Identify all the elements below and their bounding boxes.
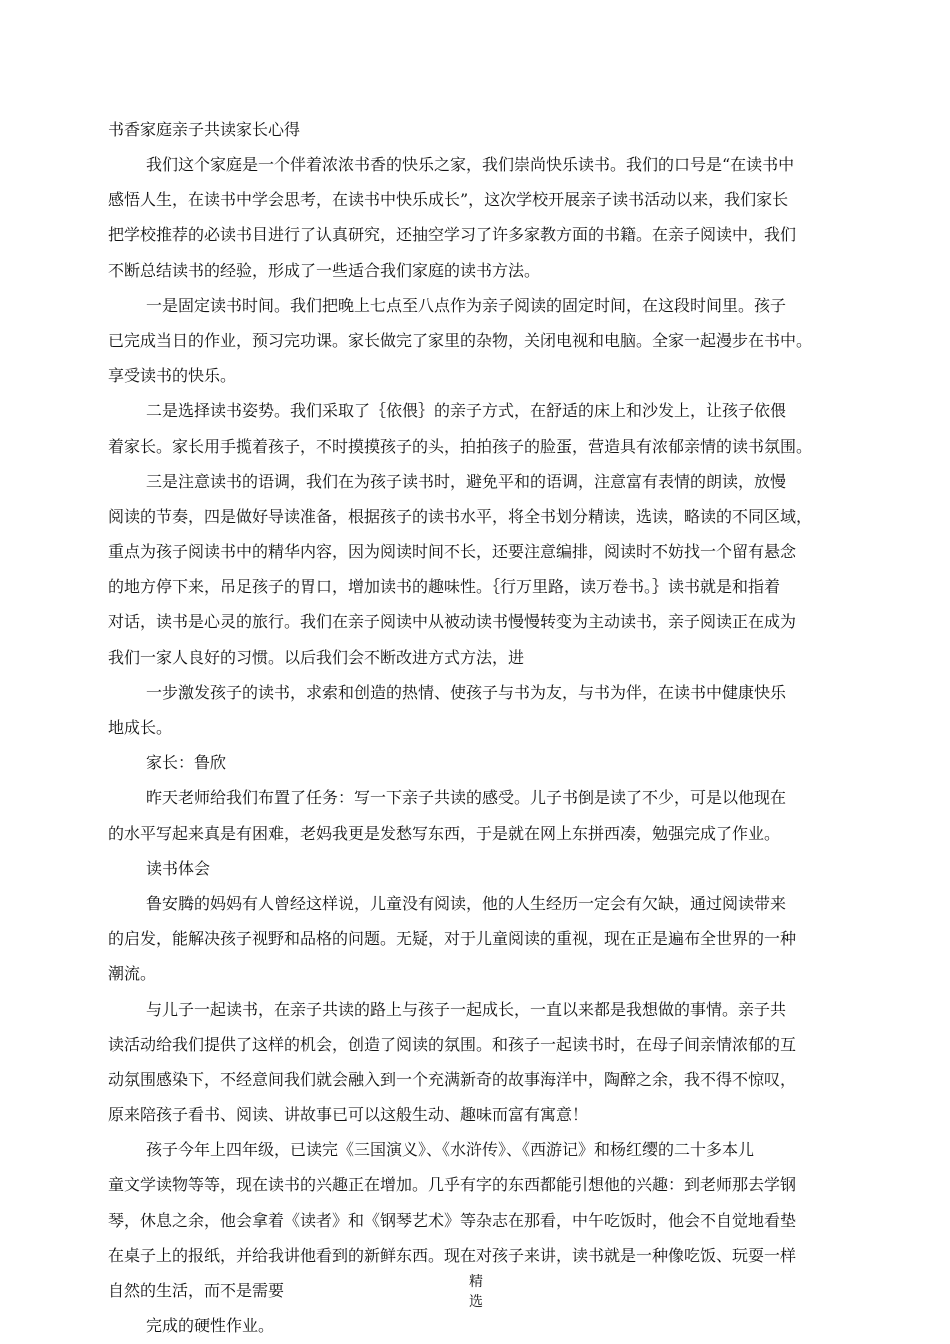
footer-char-1: 精	[469, 1274, 483, 1290]
text-line: 在桌子上的报纸，并给我讲他看到的新鲜东西。现在对孩子来讲，读书就是一种像吃饭、玩耍一样	[108, 1245, 797, 1265]
text-line: 地成长。	[108, 718, 173, 737]
text-line: 孩子今年上四年级，已读完《三国演义》、《水浒传》、《西游记》和杨红缨的二十多本儿	[146, 1140, 755, 1160]
document-title: 书香家庭亲子共读家长心得	[108, 120, 301, 139]
text-line: 已完成当日的作业，预习完功课。家长做完了家里的杂物，关闭电视和电脑。全家一起漫步在书中。	[108, 330, 813, 350]
text-line: 着家长。家长用手揽着孩子，不时摸摸孩子的头，拍拍孩子的脸蛋，营造具有浓郁亲情的读书氛围。	[108, 436, 813, 456]
text-line: 重点为孩子阅读书中的精华内容，因为阅读时间不长，还要注意编排，阅读时不妨找一个留有悬念	[108, 542, 797, 562]
text-line: 读活动给我们提供了这样的机会，创造了阅读的氛围。和孩子一起读书时，在母子间亲情浓郁的互	[108, 1034, 797, 1054]
text-line: 的地方停下来，吊足孩子的胃口，增加读书的趣味性。｛行万里路，读万卷书。｝读书就是和指着	[108, 577, 781, 597]
text-line: 琴，休息之余，他会拿着《读者》和《钢琴艺术》等杂志在那看，中午吃饭时，他会不自觉地看垫	[108, 1210, 797, 1230]
text-line: 昨天老师给我们布置了任务：写一下亲子共读的感受。儿子书倒是读了不少，可是以他现在	[146, 788, 787, 808]
text-line: 二是选择读书姿势。我们采取了｛依偎｝的亲子方式，在舒适的床上和沙发上，让孩子依偎	[146, 401, 787, 421]
text-line: 完成的硬性作业。	[146, 1316, 275, 1336]
document-body	[108, 147, 838, 1343]
text-line: 把学校推荐的必读书目进行了认真研究，还抽空学习了许多家教方面的书籍。在亲子阅读中，我们	[108, 225, 797, 245]
text-line: 阅读的节奏，四是做好导读准备，根据孩子的读书水平，将全书划分精读，选读，略读的不同区域，	[108, 506, 813, 526]
text-line: 我们一家人良好的习惯。以后我们会不断改进方式方法，进	[108, 647, 525, 667]
text-line: 一是固定读书时间。我们把晚上七点至八点作为亲子阅读的固定时间，在这段时间里。孩子	[146, 295, 787, 315]
text-line: 我们这个家庭是一个伴着浓浓书香的快乐之家，我们崇尚快乐读书。我们的口号是“在读书中	[146, 155, 795, 174]
text-line: 感悟人生，在读书中学会思考，在读书中快乐成长”，这次学校开展亲子读书活动以来，我们家长	[108, 190, 789, 210]
text-line: 享受读书的快乐。	[108, 366, 237, 386]
text-line: 对话，读书是心灵的旅行。我们在亲子阅读中从被动读书慢慢转变为主动读书，亲子阅读正在成为	[108, 612, 797, 632]
document-page	[108, 112, 838, 1343]
text-line: 家长：鲁欣	[146, 753, 227, 773]
text-line: 读书体会	[146, 858, 211, 878]
text-line: 的启发，能解决孩子视野和品格的问题。无疑，对于儿童阅读的重视，现在正是遍布全世界的一种	[108, 929, 797, 949]
page-footer	[466, 1272, 486, 1312]
text-line: 童文学读物等等，现在读书的兴趣正在增加。几乎有字的东西都能引想他的兴趣：到老师那去学钢	[108, 1175, 797, 1195]
text-line: 动氛围感染下，不经意间我们就会融入到一个充满新奇的故事海洋中，陶醉之余，我不得不惊叹，	[108, 1069, 797, 1089]
text-line: 与儿子一起读书，在亲子共读的路上与孩子一起成长，一直以来都是我想做的事情。亲子共	[146, 999, 787, 1019]
text-line: 潮流。	[108, 964, 157, 984]
text-line: 三是注意读书的语调，我们在为孩子读书时，避免平和的语调，注意富有表情的朗读，放慢	[146, 471, 787, 491]
text-line: 自然的生活，而不是需要	[108, 1281, 285, 1300]
text-line: 的水平写起来真是有困难，老妈我更是发愁写东西，于是就在网上东拼西凑，勉强完成了作业。	[108, 823, 781, 843]
text-line: 不断总结读书的经验，形成了一些适合我们家庭的读书方法。	[108, 260, 541, 280]
text-line: 鲁安腾的妈妈有人曾经这样说，儿童没有阅读，他的人生经历一定会有欠缺，通过阅读带来	[146, 893, 787, 913]
footer-char-2: 选	[469, 1294, 483, 1310]
text-line: 一步激发孩子的读书，求索和创造的热情、使孩子与书为友，与书为伴，在读书中健康快乐	[146, 682, 787, 702]
text-line: 原来陪孩子看书、阅读、讲故事已可以这般生动、趣味而富有寓意！	[108, 1105, 589, 1125]
